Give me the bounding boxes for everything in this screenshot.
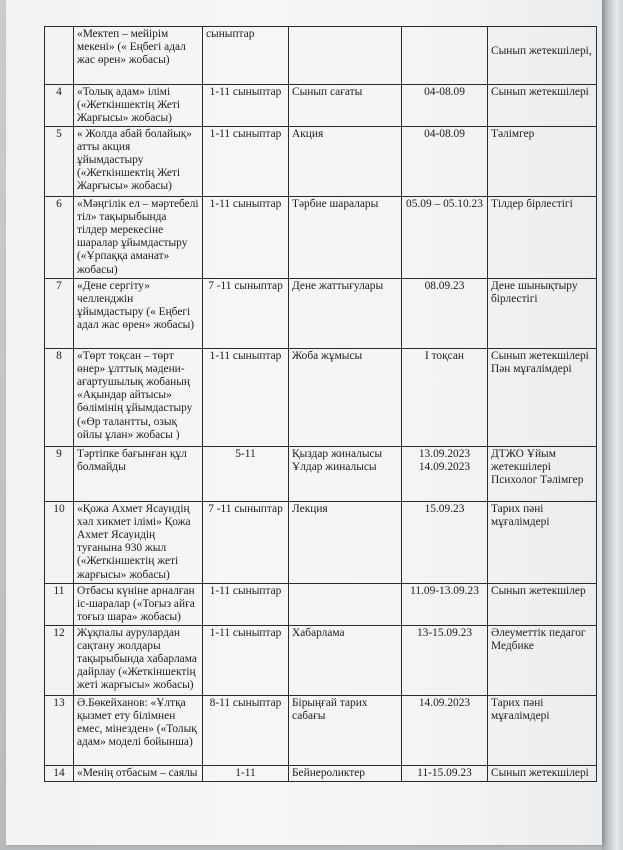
row-number: 12 <box>45 625 74 695</box>
event-form: Жоба жұмысы <box>289 348 402 446</box>
responsible <box>488 27 597 85</box>
event-name: «Төрт тоқсан – төрт өнер» ұлттық мәдени-ағартушылық жобаның «Ақындар айтысы» бөлімінің ұйымдастыру («Өр талантты, озық ойлы ұлан» жобасы ) <box>74 348 203 446</box>
event-form: Хабарлама <box>289 625 402 695</box>
event-form: Дене жаттығулары <box>289 278 402 348</box>
event-dates <box>402 27 488 85</box>
responsible: Тәлімгер <box>488 126 597 196</box>
table-row <box>45 278 597 348</box>
responsible: Тарих пәні мұғалімдері <box>488 501 597 583</box>
table-row <box>45 126 597 196</box>
row-number: 5 <box>45 126 74 196</box>
event-name: Тәртіпке бағынған құл болмайды <box>74 446 203 501</box>
target-classes: 1-11 сыныптар <box>203 348 289 446</box>
event-form <box>289 27 402 85</box>
event-form: Бейнероликтер <box>289 765 402 781</box>
event-dates: 13-15.09.23 <box>402 625 488 695</box>
binder-edge <box>602 0 623 850</box>
event-form: Сынып сағаты <box>289 85 402 127</box>
responsible: Сынып жетекшілері <box>488 765 597 781</box>
event-form: Бірыңғай тарих сабағы <box>289 695 402 765</box>
target-classes: 1-11 сыныптар <box>203 85 289 127</box>
event-name: «Менің отбасым – саялы <box>74 765 203 781</box>
event-name: «Толық адам» ілімі («Жеткіншектің Жеті Жарғысы» жобасы) <box>74 85 203 127</box>
table-row <box>45 348 597 446</box>
event-dates: 04-08.09 <box>402 126 488 196</box>
event-dates: 15.09.23 <box>402 501 488 583</box>
event-form: Лекция <box>289 501 402 583</box>
row-number: 9 <box>45 446 74 501</box>
event-dates: 13.09.2023 14.09.2023 <box>402 446 488 501</box>
table-row <box>45 501 597 583</box>
table-row <box>45 583 597 625</box>
event-form: Қыздар жиналысы Ұлдар жиналысы <box>289 446 402 501</box>
event-name: « Жолда абай болайық» атты акция ұйымдастыру («Жеткіншектің Жеті Жарғысы» жобасы) <box>74 126 203 196</box>
target-classes: 7 -11 сыныптар <box>203 278 289 348</box>
event-name: Жұқпалы аурулардан сақтану жолдары тақырыбында хабарлама дайрлау («Жеткіншектің жеті жарғысы» жобасы) <box>74 625 203 695</box>
target-classes: 1-11 сыныптар <box>203 196 289 278</box>
target-classes: 5-11 <box>203 446 289 501</box>
event-name: «Мәңгілік ел – мәртебелі тіл» тақырыбында тілдер мерекесіне шаралар ұйымдастыру («Ұрпаққа аманат» жобасы) <box>74 196 203 278</box>
event-name: Отбасы күніне арналған іс-шаралар («Тоғыз айға тоғыз шара» жобасы) <box>74 583 203 625</box>
responsible: Сынып жетекшілері <box>488 85 597 127</box>
event-form: Тәрбие шаралары <box>289 196 402 278</box>
target-classes: 7 -11 сыныптар <box>203 501 289 583</box>
target-classes: 1-11 <box>203 765 289 781</box>
table-row <box>45 765 597 781</box>
row-number: 8 <box>45 348 74 446</box>
row-number: 10 <box>45 501 74 583</box>
table-row <box>45 196 597 278</box>
row-number: 11 <box>45 583 74 625</box>
event-name: «Мектеп – мейірім мекені» (« Еңбегі адал жас өрен» жобасы) <box>74 27 203 85</box>
target-classes: 1-11 сыныптар <box>203 625 289 695</box>
event-form <box>289 583 402 625</box>
event-name: «Қожа Ахмет Ясауидің хәл хикмет ілімі» Қожа Ахмет Ясауидің туғанына 930 жыл («Жеткіншектің жеті жарғысы» жобасы) <box>74 501 203 583</box>
responsible: Сынып жетекшілер <box>488 583 597 625</box>
row-number: 4 <box>45 85 74 127</box>
row-number: 13 <box>45 695 74 765</box>
responsible: ДТЖО Ұйым жетекшілері Психолог Тәлімгер <box>488 446 597 501</box>
table-row <box>45 27 597 85</box>
event-dates: 04-08.09 <box>402 85 488 127</box>
responsible: Дене шынықтыру бірлестігі <box>488 278 597 348</box>
target-classes: 1-11 сыныптар <box>203 583 289 625</box>
event-dates: 11.09-13.09.23 <box>402 583 488 625</box>
event-plan-table <box>44 26 597 782</box>
responsible: Тілдер бірлестігі <box>488 196 597 278</box>
responsible: Әлеуметтік педагог Медбике <box>488 625 597 695</box>
event-form: Акция <box>289 126 402 196</box>
event-dates: 11-15.09.23 <box>402 765 488 781</box>
event-dates: 14.09.2023 <box>402 695 488 765</box>
event-dates: 05.09 – 05.10.23 <box>402 196 488 278</box>
responsible-text: Сынып жетекшілері, <box>491 45 592 57</box>
event-dates: 08.09.23 <box>402 278 488 348</box>
row-number: 6 <box>45 196 74 278</box>
event-name: «Дене сергіту» челленджін ұйымдастыру (« Еңбегі адал жас өрен» жобасы) <box>74 278 203 348</box>
responsible: Сынып жетекшілері Пән мұғалімдері <box>488 348 597 446</box>
row-number <box>45 27 74 85</box>
row-number: 14 <box>45 765 74 781</box>
responsible: Тарих пәні мұғалімдері <box>488 695 597 765</box>
event-dates: І тоқсан <box>402 348 488 446</box>
table-row <box>45 625 597 695</box>
event-name: Ә.Бөкейханов: «Ұлтқа қызмет ету білімнен емес, мінезден» («Толық адам» моделі бойынша) <box>74 695 203 765</box>
table-row <box>45 85 597 127</box>
table-row <box>45 446 597 501</box>
table-row <box>45 695 597 765</box>
target-classes: сыныптар <box>203 27 289 85</box>
target-classes: 8-11 сыныптар <box>203 695 289 765</box>
target-classes: 1-11 сыныптар <box>203 126 289 196</box>
row-number: 7 <box>45 278 74 348</box>
